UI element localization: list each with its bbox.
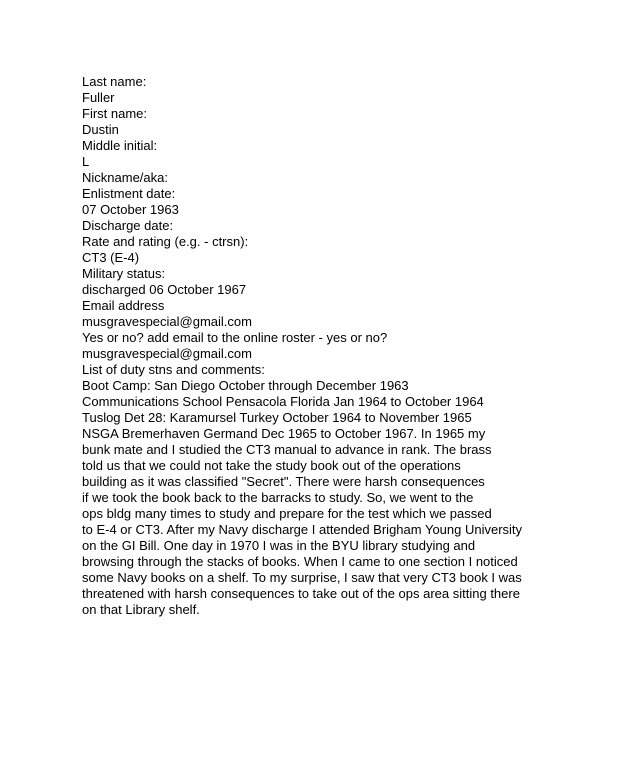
duty-comment-line: to E-4 or CT3. After my Navy discharge I attended Brigham Young University	[82, 522, 523, 537]
duty-comment-line: ops bldg many times to study and prepare for the test which we passed	[82, 506, 492, 521]
field-label-nickname: Nickname/aka:	[82, 170, 168, 185]
duty-comment-line: building as it was classified "Secret". There were harsh consequences	[82, 474, 485, 489]
field-label-last-name: Last name:	[82, 74, 147, 89]
duty-comment-line: Communications School Pensacola Florida Jan 1964 to October 1964	[82, 394, 484, 409]
field-value-email-address: musgravespecial@gmail.com	[82, 314, 252, 329]
duty-comment-line: on the GI Bill. One day in 1970 I was in the BYU library studying and	[82, 538, 476, 553]
field-label-duty-stations: List of duty stns and comments:	[82, 362, 265, 377]
field-value-roster-question: musgravespecial@gmail.com	[82, 346, 252, 361]
duty-comment-line: some Navy books on a shelf. To my surprise, I saw that very CT3 book I was	[82, 570, 522, 585]
field-value-military-status: discharged 06 October 1967	[82, 282, 247, 297]
duty-comment-line: NSGA Bremerhaven Germand Dec 1965 to October 1967. In 1965 my	[82, 426, 486, 441]
duty-comment-line: Boot Camp: San Diego October through December 1963	[82, 378, 409, 393]
field-value-last-name: Fuller	[82, 90, 115, 105]
field-value-rate-and-rating: CT3 (E-4)	[82, 250, 140, 265]
field-label-middle-initial: Middle initial:	[82, 138, 158, 153]
field-label-rate-and-rating: Rate and rating (e.g. - ctrsn):	[82, 234, 249, 249]
field-value-middle-initial: L	[82, 154, 90, 169]
duty-comment-line: if we took the book back to the barracks to study. So, we went to the	[82, 490, 474, 505]
duty-comment-line: threatened with harsh consequences to take out of the ops area sitting there	[82, 586, 520, 601]
duty-comment-line: Tuslog Det 28: Karamursel Turkey October 1964 to November 1965	[82, 410, 472, 425]
field-value-first-name: Dustin	[82, 122, 119, 137]
duty-comment-line: browsing through the stacks of books. When I came to one section I noticed	[82, 554, 518, 569]
duty-comment-line: bunk mate and I studied the CT3 manual to advance in rank. The brass	[82, 442, 492, 457]
duty-comment-line: on that Library shelf.	[82, 602, 200, 617]
duty-comment-line: told us that we could not take the study book out of the operations	[82, 458, 461, 473]
roster-document	[82, 74, 622, 618]
field-label-military-status: Military status:	[82, 266, 166, 281]
field-label-roster-question: Yes or no? add email to the online roster - yes or no?	[82, 330, 388, 345]
field-label-first-name: First name:	[82, 106, 148, 121]
field-label-email-address: Email address	[82, 298, 165, 313]
field-label-enlistment-date: Enlistment date:	[82, 186, 176, 201]
field-value-enlistment-date: 07 October 1963	[82, 202, 179, 217]
field-label-discharge-date: Discharge date:	[82, 218, 174, 233]
